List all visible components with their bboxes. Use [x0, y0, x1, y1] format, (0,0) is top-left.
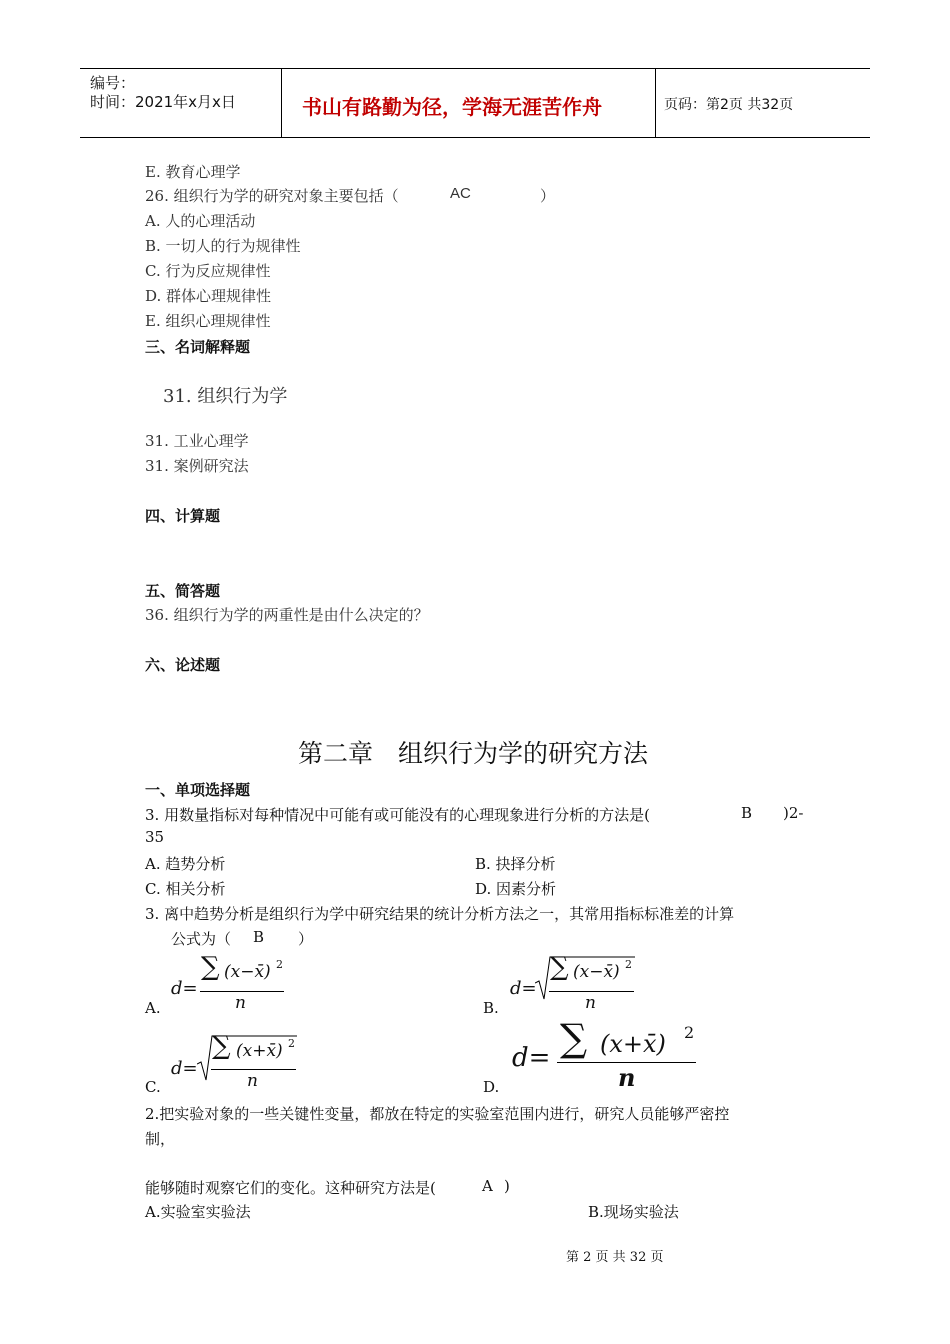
option-line: E. 组织心理规律性	[145, 312, 271, 330]
term-item: 31. 案例研究法	[145, 457, 249, 475]
term-item: 31. 组织行为学	[163, 386, 288, 407]
question-close: ）	[540, 187, 556, 205]
document-number-label: 编号：	[90, 74, 136, 92]
option-line: B. 一切人的行为规律性	[145, 237, 301, 255]
section-heading: 一、单项选择题	[145, 781, 251, 799]
question-stem-cont: 制，	[145, 1130, 176, 1148]
question-answer: B	[741, 804, 753, 822]
header-divider	[281, 69, 282, 137]
option-line: D. 群体心理规律性	[145, 287, 272, 305]
question-close: ）	[298, 930, 314, 948]
question-stem: 3. 用数量指标对每种情况中可能有或可能没有的心理现象进行分析的方法是(	[145, 806, 650, 824]
option-line: C. 行为反应规律性	[145, 262, 271, 280]
option-letter: A.	[145, 999, 161, 1017]
chapter-title: 第二章 组织行为学的研究方法	[298, 739, 649, 768]
option-letter: D.	[483, 1078, 500, 1096]
question-close: )2-	[783, 804, 804, 822]
question-stem-cont: 公式为（	[171, 930, 232, 948]
question-stem-cont: 35	[145, 828, 165, 846]
question-stem: 26. 组织行为学的研究对象主要包括（	[145, 187, 399, 205]
term-item: 31. 工业心理学	[145, 432, 249, 450]
question-stem-cont: 能够随时观察它们的变化。这种研究方法是(	[145, 1179, 436, 1197]
document-date: 时间：2021年x月x日	[90, 93, 236, 111]
option-line: A.实验室实验法	[145, 1203, 251, 1221]
question-stem: 2.把实验对象的一些关键性变量，都放在特定的实验室范围内进行，研究人员能够严密控	[145, 1105, 730, 1123]
question-stem: 3. 离中趋势分析是组织行为学中研究结果的统计分析方法之一，其常用指标标准差的计算	[145, 905, 735, 923]
section-heading: 六、论述题	[145, 656, 221, 674]
question-close: )	[504, 1177, 510, 1195]
option-letter: C.	[145, 1078, 161, 1096]
section-heading: 三、名词解释题	[145, 338, 251, 356]
section-heading: 五、简答题	[145, 582, 221, 600]
option-letter: B.	[483, 999, 499, 1017]
page-footer: 第 2 页 共 32 页	[566, 1250, 664, 1265]
question-answer: AC	[450, 185, 471, 202]
header-page-info: 页码：第2页 共32页	[664, 97, 794, 113]
option-line: A. 趋势分析	[145, 855, 226, 873]
section-heading: 四、计算题	[145, 507, 221, 525]
option-line: A. 人的心理活动	[145, 212, 256, 230]
option-line: E. 教育心理学	[145, 163, 241, 181]
option-line: B.现场实验法	[588, 1203, 679, 1221]
question-answer: B	[253, 928, 265, 946]
header-divider	[655, 69, 656, 137]
option-line: B. 抉择分析	[475, 855, 556, 873]
question-stem: 36. 组织行为学的两重性是由什么决定的？	[145, 606, 429, 624]
option-line: D. 因素分析	[475, 880, 557, 898]
question-answer: A	[482, 1177, 493, 1195]
option-line: C. 相关分析	[145, 880, 226, 898]
header-motto: 书山有路勤为径，学海无涯苦作舟	[302, 95, 602, 119]
